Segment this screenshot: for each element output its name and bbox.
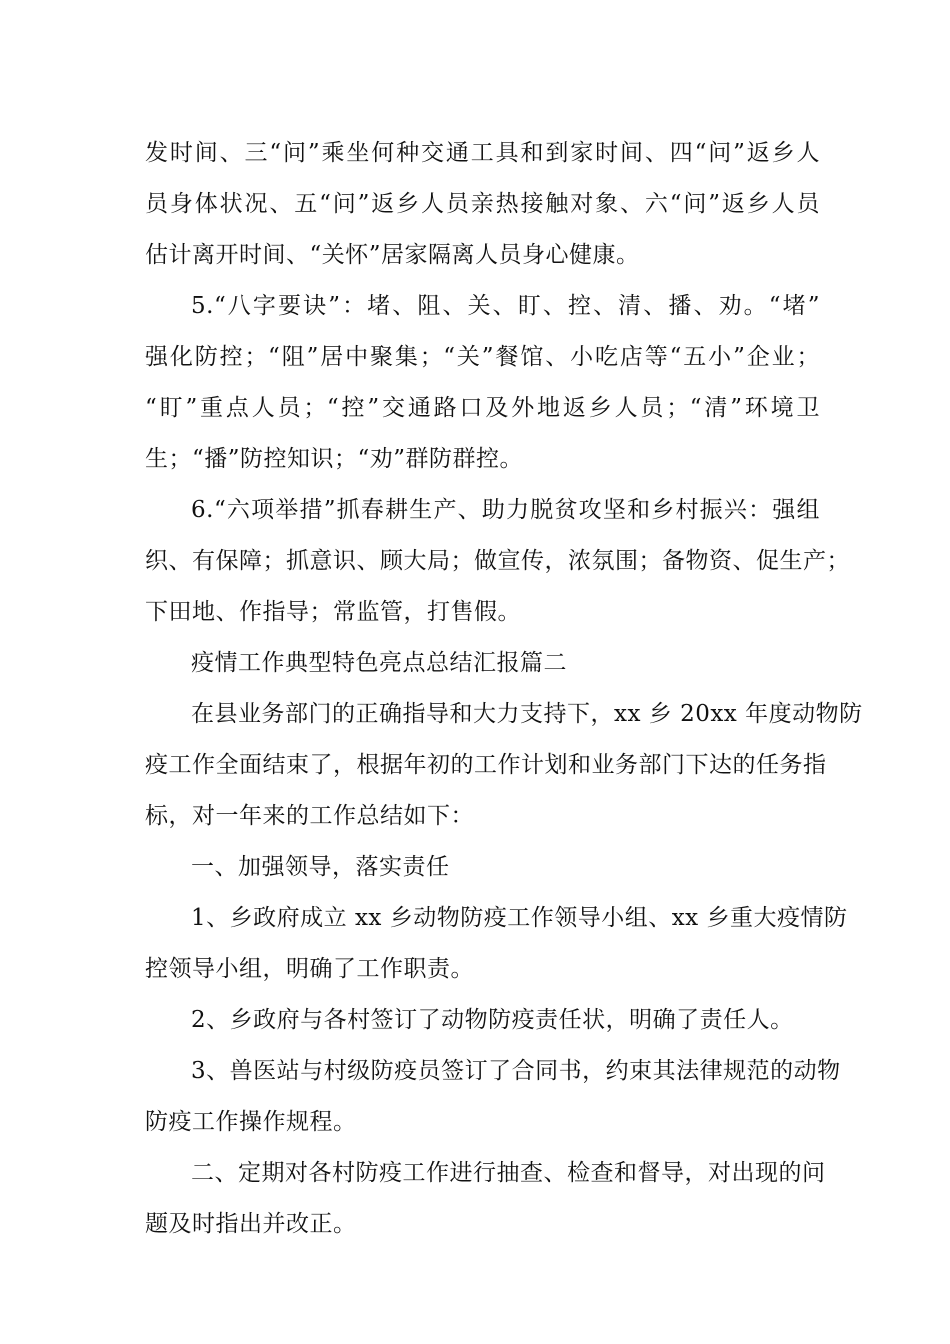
- text-line: 下田地、作指导；常监管，打售假。: [145, 599, 521, 625]
- text-line: 控领导小组，明确了工作职责。: [145, 956, 474, 982]
- text-line: 发时间、三“问”乘坐何种交通工具和到家时间、四“问”返乡人: [145, 140, 820, 166]
- document-body: [145, 128, 863, 1250]
- text-line: 强化防控；“阻”居中聚集；“关”餐馆、小吃店等“五小”企业；: [145, 344, 820, 370]
- section-heading: 一、加强领导，落实责任: [191, 854, 450, 880]
- text-line: 二、定期对各村防疫工作进行抽查、检查和督导，对出现的问: [191, 1160, 826, 1186]
- text-line: 5.“八字要诀”：堵、阻、关、盯、控、清、播、劝。“堵”: [191, 293, 820, 319]
- text-line: “盯”重点人员；“控”交通路口及外地返乡人员；“清”环境卫: [145, 395, 820, 421]
- text-line: 1、乡政府成立 xx 乡动物防疫工作领导小组、xx 乡重大疫情防: [191, 905, 848, 931]
- text-line: 标，对一年来的工作总结如下：: [145, 803, 474, 829]
- text-line: 题及时指出并改正。: [145, 1211, 357, 1237]
- text-line: 防疫工作操作规程。: [145, 1109, 357, 1135]
- text-line: 生；“播”防控知识；“劝”群防群控。: [145, 446, 524, 472]
- text-line: 员身体状况、五“问”返乡人员亲热接触对象、六“问”返乡人员: [145, 191, 820, 217]
- text-line: 3、兽医站与村级防疫员签订了合同书，约束其法律规范的动物: [191, 1058, 841, 1084]
- section-heading: 疫情工作典型特色亮点总结汇报篇二: [191, 650, 567, 676]
- text-line: 6.“六项举措”抓春耕生产、助力脱贫攻坚和乡村振兴：强组: [191, 497, 820, 523]
- text-line: 疫工作全面结束了，根据年初的工作计划和业务部门下达的任务指: [145, 752, 827, 778]
- text-line: 估计离开时间、“关怀”居家隔离人员身心健康。: [145, 242, 640, 268]
- text-line: 在县业务部门的正确指导和大力支持下，xx 乡 20xx 年度动物防: [191, 701, 863, 727]
- text-line: 织、有保障；抓意识、顾大局；做宣传，浓氛围；备物资、促生产；: [145, 548, 850, 574]
- text-line: 2、乡政府与各村签订了动物防疫责任状，明确了责任人。: [191, 1007, 794, 1033]
